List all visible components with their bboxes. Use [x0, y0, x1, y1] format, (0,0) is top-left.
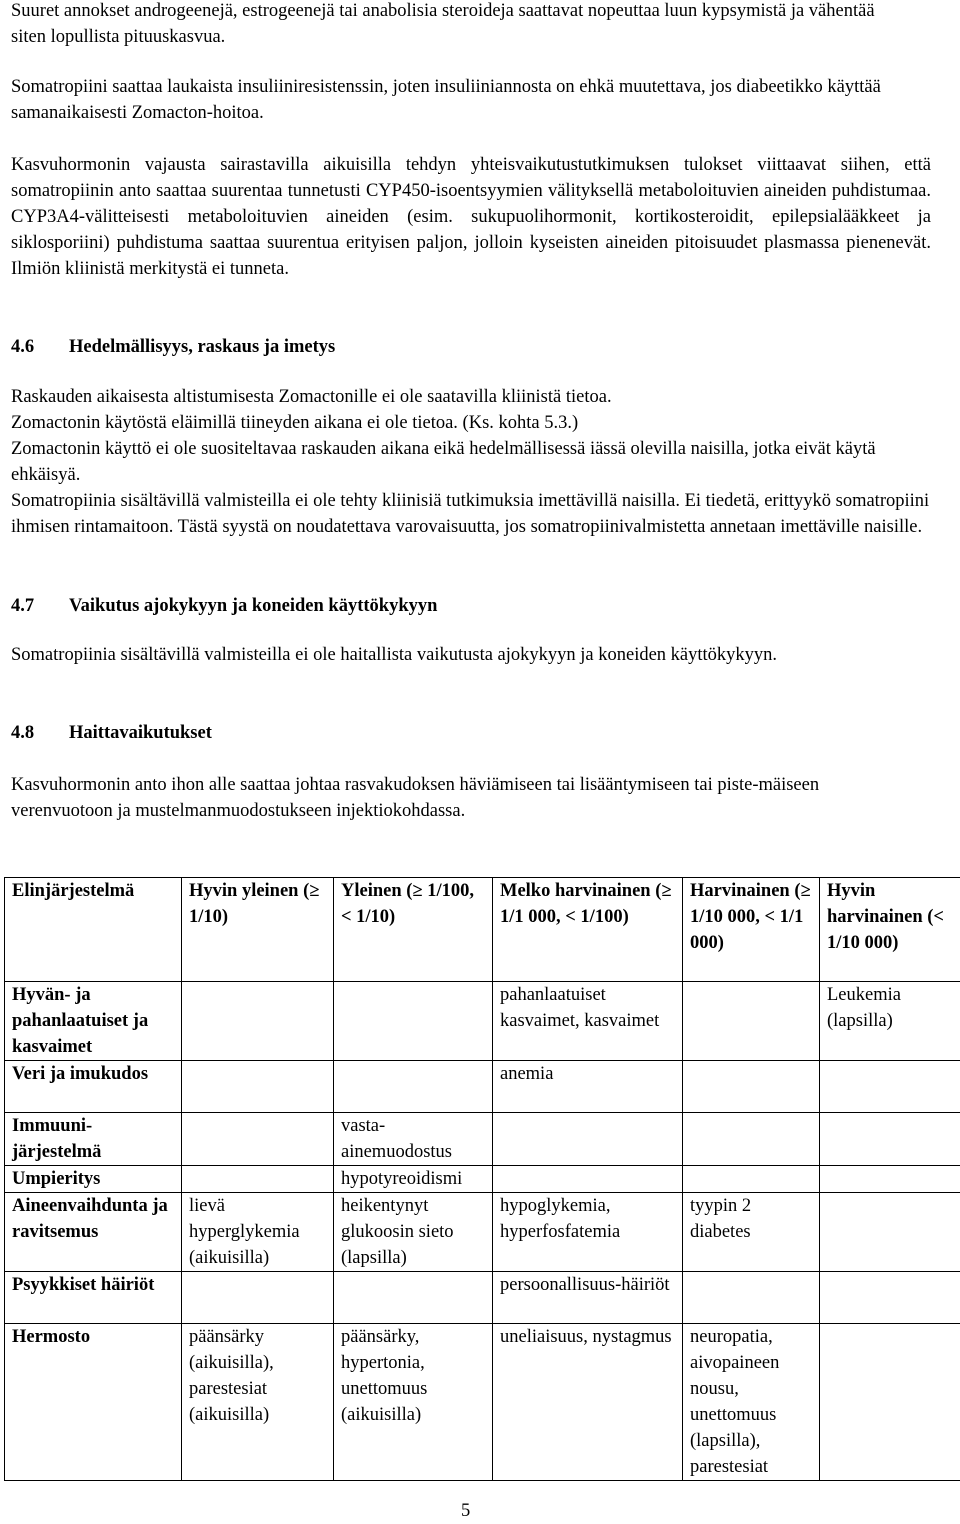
heading-number: 4.6 — [11, 337, 35, 357]
table-cell — [820, 1061, 960, 1113]
table-cell — [820, 1272, 960, 1324]
table-cell: Hyvän- ja pahanlaatuiset ja kasvaimet — [5, 982, 182, 1061]
table-cell — [334, 1061, 493, 1113]
table-cell: neuropatia, aivopaineen nousu, unettomuus (lapsilla), parestesiat — [683, 1324, 820, 1481]
table-cell — [182, 1166, 334, 1193]
paragraph-androgens: Suuret annokset androgeenejä, estrogeenejä tai anabolisia steroideja saattavat nopeuttaa luun kypsymistä ja vähentää siten lopullista pituuskasvua. — [11, 1, 875, 47]
table-cell: vasta-ainemuodostus — [334, 1113, 493, 1166]
table-cell — [182, 1061, 334, 1113]
section-4-7-body: Somatropiinia sisältävillä valmisteilla ei ole haitallista vaikutusta ajokykyyn ja koneiden käyttökykyyn. — [11, 645, 778, 665]
table-cell — [820, 1324, 960, 1481]
table-row — [5, 982, 960, 1061]
table-row — [5, 1061, 960, 1113]
table-cell: lievä hyperglykemia (aikuisilla) — [182, 1193, 334, 1272]
table-cell — [493, 1113, 683, 1166]
table-cell — [334, 982, 493, 1061]
heading-title: Haittavaikutukset — [69, 723, 212, 743]
table-cell — [820, 1113, 960, 1166]
table-row — [5, 1193, 960, 1272]
section-line: Zomactonin käytöstä eläimillä tiineyden aikana ei ole tietoa. (Ks. kohta 5.3.) — [11, 413, 579, 433]
table-cell — [820, 1166, 960, 1193]
table-cell: päänsärky (aikuisilla), parestesiat (aikuisilla) — [182, 1324, 334, 1481]
table-cell — [683, 1113, 820, 1166]
table-cell — [820, 1193, 960, 1272]
paragraph-insulin: Somatropiini saattaa laukaista insuliiniresistenssin, joten insuliiniannosta on ehkä muutettava, jos diabeetikko käyttää samanaikaisesti Zomacton-hoitoa. — [11, 77, 881, 123]
table-cell: tyypin 2 diabetes — [683, 1193, 820, 1272]
table-cell: persoonallisuus-häiriöt — [493, 1272, 683, 1324]
table-cell: hypoglykemia, hyperfosfatemia — [493, 1193, 683, 1272]
header-cell: Hyvin yleinen (≥ 1/10) — [182, 878, 334, 982]
table-cell: hypotyreoidismi — [334, 1166, 493, 1193]
table-cell: Psyykkiset häiriöt — [5, 1272, 182, 1324]
table-header-row — [5, 878, 960, 982]
table-cell — [683, 1061, 820, 1113]
table-row — [5, 1272, 960, 1324]
table-cell: Veri ja imukudos — [5, 1061, 182, 1113]
table-cell: Immuuni-järjestelmä — [5, 1113, 182, 1166]
table-row — [5, 1166, 960, 1193]
section-line: Zomactonin käyttö ei ole suositeltavaa raskauden aikana eikä hedelmällisessä iässä olevilla naisilla, jotka eivät käytä ehkäisyä. — [11, 439, 876, 485]
adverse-effects-table — [4, 877, 960, 1481]
table-cell — [182, 982, 334, 1061]
heading-4-8 — [11, 720, 212, 746]
header-cell: Melko harvinainen (≥ 1/1 000, < 1/100) — [493, 878, 683, 982]
section-line: Raskauden aikaisesta altistumisesta Zomactonille ei ole saatavilla kliinistä tietoa. — [11, 387, 612, 407]
page-number: 5 — [461, 1501, 471, 1521]
heading-title: Vaikutus ajokykyyn ja koneiden käyttökykyyn — [69, 596, 438, 616]
table-cell — [182, 1272, 334, 1324]
table-cell — [182, 1113, 334, 1166]
paragraph-cyp450: Kasvuhormonin vajausta sairastavilla aikuisilla tehdyn yhteisvaikutustutkimuksen tulokset viittaavat siihen, että somatropiinin anto saattaa suurentaa tunnetusti CYP450-isoentsyymien välityksellä metaboloituvien aineiden puhdistumaa. CYP3A4-välitteisesti metaboloituvien aineiden (esim. sukupuolihormonit, kortikosteroidit, epilepsialääkkeet ja siklosporiini) puhdistuma saattaa suurentua erityisen paljon, jolloin kyseisten aineiden pitoisuudet plasmassa pienenevät. Ilmiön kliinistä merkitystä ei tunneta. — [11, 155, 931, 279]
table-cell — [493, 1166, 683, 1193]
heading-number: 4.8 — [11, 723, 35, 743]
table-cell: Umpieritys — [5, 1166, 182, 1193]
section-line: Somatropiinia sisältävillä valmisteilla ei ole tehty kliinisiä tutkimuksia imettävillä naisilla. Ei tiedetä, erittyykö somatropiini ihmisen rintamaitoon. Tästä syystä on noudatettava varovaisuutta, jos somatropiinivalmistetta annetaan imettäville naisille. — [11, 491, 930, 537]
table-cell: Aineenvaihdunta ja ravitsemus — [5, 1193, 182, 1272]
table-cell: Hermosto — [5, 1324, 182, 1481]
table-cell — [334, 1272, 493, 1324]
heading-title: Hedelmällisyys, raskaus ja imetys — [69, 337, 336, 357]
table-cell: anemia — [493, 1061, 683, 1113]
header-cell: Hyvin harvinainen (< 1/10 000) — [820, 878, 960, 982]
table-cell: päänsärky, hypertonia, unettomuus (aikuisilla) — [334, 1324, 493, 1481]
table-cell — [683, 982, 820, 1061]
heading-4-6 — [11, 334, 335, 360]
table-cell — [683, 1166, 820, 1193]
heading-number: 4.7 — [11, 596, 35, 616]
table-cell — [683, 1272, 820, 1324]
table-row — [5, 1113, 960, 1166]
table-cell: heikentynyt glukoosin sieto (lapsilla) — [334, 1193, 493, 1272]
header-cell: Yleinen (≥ 1/100, < 1/10) — [334, 878, 493, 982]
header-cell: Elinjärjestelmä — [5, 878, 182, 982]
section-4-6-body — [11, 384, 931, 540]
section-4-8-body: Kasvuhormonin anto ihon alle saattaa johtaa rasvakudoksen häviämiseen tai lisääntymiseen tai piste-mäiseen verenvuotoon ja mustelmanmuodostukseen injektiokohdassa. — [11, 775, 820, 821]
table-cell: pahanlaatuiset kasvaimet, kasvaimet — [493, 982, 683, 1061]
table-row — [5, 1324, 960, 1481]
table-cell: Leukemia (lapsilla) — [820, 982, 960, 1061]
table-cell: uneliaisuus, nystagmus — [493, 1324, 683, 1481]
header-cell: Harvinainen (≥ 1/10 000, < 1/1 000) — [683, 878, 820, 982]
heading-4-7 — [11, 593, 437, 619]
